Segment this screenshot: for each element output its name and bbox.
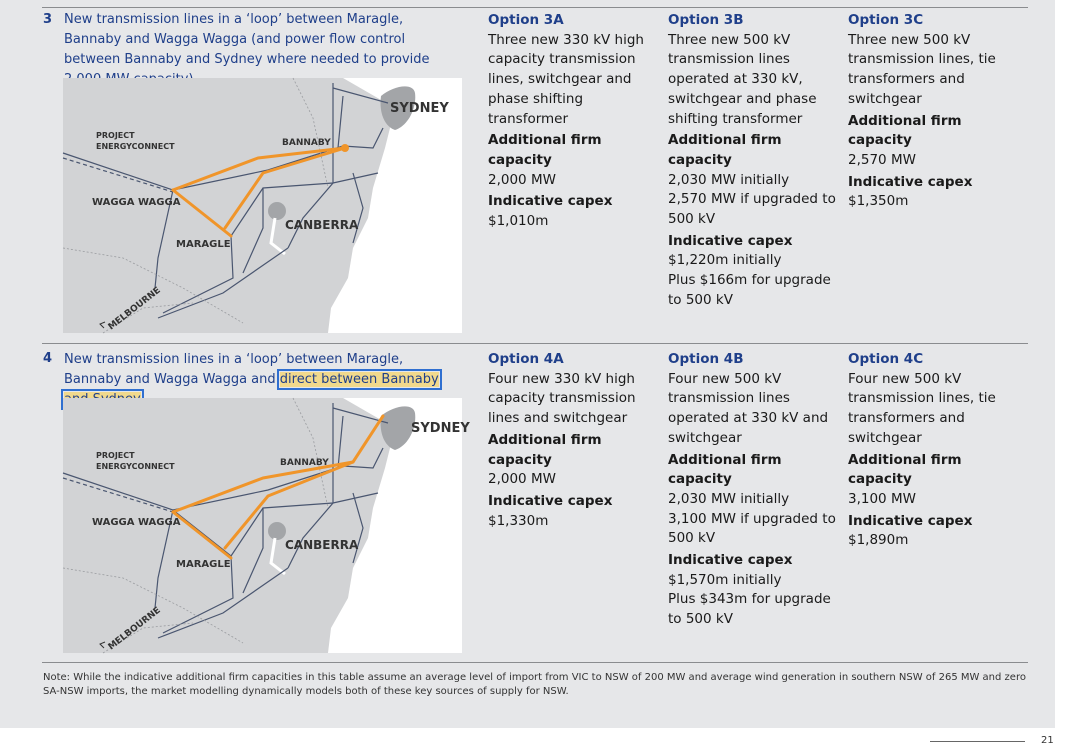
map-label-wagga: WAGGA WAGGA [92, 517, 181, 528]
capacity-value: 2,000 MW [488, 471, 556, 488]
option-heading: Option 4B [668, 351, 744, 367]
capex-value: $1,220m initially [668, 252, 782, 269]
map-label-energyconnect: ENERGYCONNECT [96, 142, 175, 151]
option-heading: Option 3C [848, 12, 924, 28]
map-label-maragle: MARAGLE [176, 239, 231, 250]
row-title-text: New transmission lines in a ‘loop’ between Maragle, Bannaby and Wagga Wagga and [64, 352, 404, 387]
option-heading: Option 3B [668, 12, 744, 28]
map-label-maragle: MARAGLE [176, 559, 231, 570]
network-map [63, 78, 462, 333]
capacity-value: 2,030 MW initially [668, 490, 790, 507]
capex-label: Indicative capex [488, 193, 613, 210]
page-number: 21 [1041, 735, 1054, 746]
capacity-value: 3,100 MW [848, 490, 916, 507]
capacity-value: 2,000 MW [488, 171, 556, 188]
option-3c [848, 11, 1013, 212]
option-heading: Option 3A [488, 12, 564, 28]
capacity-value: 3,100 MW if upgraded to 500 kV [668, 510, 836, 547]
divider [42, 343, 1028, 344]
row-number: 4 [43, 351, 53, 366]
capex-label: Indicative capex [668, 552, 793, 569]
capacity-label: Additional firm capacity [488, 431, 602, 468]
map-label-project: PROJECT [96, 131, 135, 140]
capacity-value: 2,030 MW initially [668, 171, 790, 188]
map-label-energyconnect: ENERGYCONNECT [96, 462, 175, 471]
row-title: New transmission lines in a ‘loop’ between Maragle, Bannaby and Wagga Wagga (and power flow control between Bannaby and Sydney where needed to provide [64, 12, 430, 67]
option-description: Three new 330 kV high capacity transmission lines, switchgear and phase shifting transformer [488, 31, 644, 127]
capex-label: Indicative capex [848, 512, 973, 529]
option-heading: Option 4A [488, 351, 564, 367]
option-3a [488, 11, 660, 232]
capex-value: Plus $166m for upgrade to 500 kV [668, 272, 831, 308]
capacity-label: Additional firm capacity [488, 132, 602, 168]
page-number-rule [930, 741, 1025, 742]
map-label-sydney: SYDNEY [390, 101, 449, 116]
map-label-project: PROJECT [96, 451, 135, 460]
divider [42, 662, 1028, 663]
option-4b [668, 350, 840, 630]
map-label-melbourne: MELBOURNE [106, 285, 163, 333]
capacity-label: Additional firm capacity [848, 112, 962, 149]
row-number: 3 [43, 12, 53, 27]
map-label-sydney: SYDNEY [411, 421, 470, 436]
option-4a [488, 350, 660, 531]
option-3b [668, 11, 840, 311]
divider [42, 7, 1028, 8]
capacity-label: Additional firm capacity [848, 451, 962, 488]
option-description: Four new 500 kV transmission lines, tie transformers and switchgear [848, 370, 996, 446]
capacity-value: 2,570 MW [848, 151, 916, 168]
footnote: Note: While the indicative additional firm capacities in this table assume an average level of import from VIC to NSW of 200 MW and average wind generation in southern NSW of 265 MW and zero SA-NSW imports, the market modelling dynamically models both of these key sources of supply for NSW. [43, 672, 1026, 697]
map-label-wagga: WAGGA WAGGA [92, 197, 181, 208]
capex-value: $1,010m [488, 213, 549, 230]
option-description: Three new 500 kV transmission lines operated at 330 kV, switchgear and phase shifting transformer [668, 31, 817, 127]
map-label-melbourne: MELBOURNE [106, 605, 163, 653]
capex-value: $1,330m [488, 512, 549, 529]
map-label-bannaby: BANNABY [280, 458, 329, 468]
option-description: Three new 500 kV transmission lines, tie transformers and switchgear [848, 31, 996, 107]
option-description: Four new 330 kV high capacity transmission lines and switchgear [488, 370, 636, 427]
capacity-label: Additional firm capacity [668, 132, 782, 168]
capex-label: Indicative capex [848, 173, 973, 190]
network-map [63, 398, 470, 653]
capacity-label: Additional firm capacity [668, 451, 782, 488]
capex-label: Indicative capex [668, 232, 793, 249]
highlighted-text[interactable]: direct between Bannaby [64, 372, 439, 407]
map-label-canberra: CANBERRA [285, 218, 359, 232]
map-label-canberra: CANBERRA [285, 538, 359, 552]
capex-value: Plus $343m for upgrade to 500 kV [668, 591, 831, 628]
map-label-bannaby: BANNABY [282, 138, 331, 148]
capacity-value: 2,570 MW if upgraded to 500 kV [668, 191, 836, 228]
option-heading: Option 4C [848, 351, 924, 367]
option-description: Four new 500 kV transmission lines operated at 330 kV and switchgear [668, 370, 829, 446]
capex-value: $1,570m initially [668, 571, 782, 588]
capex-value: $1,350m [848, 193, 909, 210]
option-4c [848, 350, 1013, 551]
capex-label: Indicative capex [488, 492, 613, 509]
capex-value: $1,890m [848, 532, 909, 549]
